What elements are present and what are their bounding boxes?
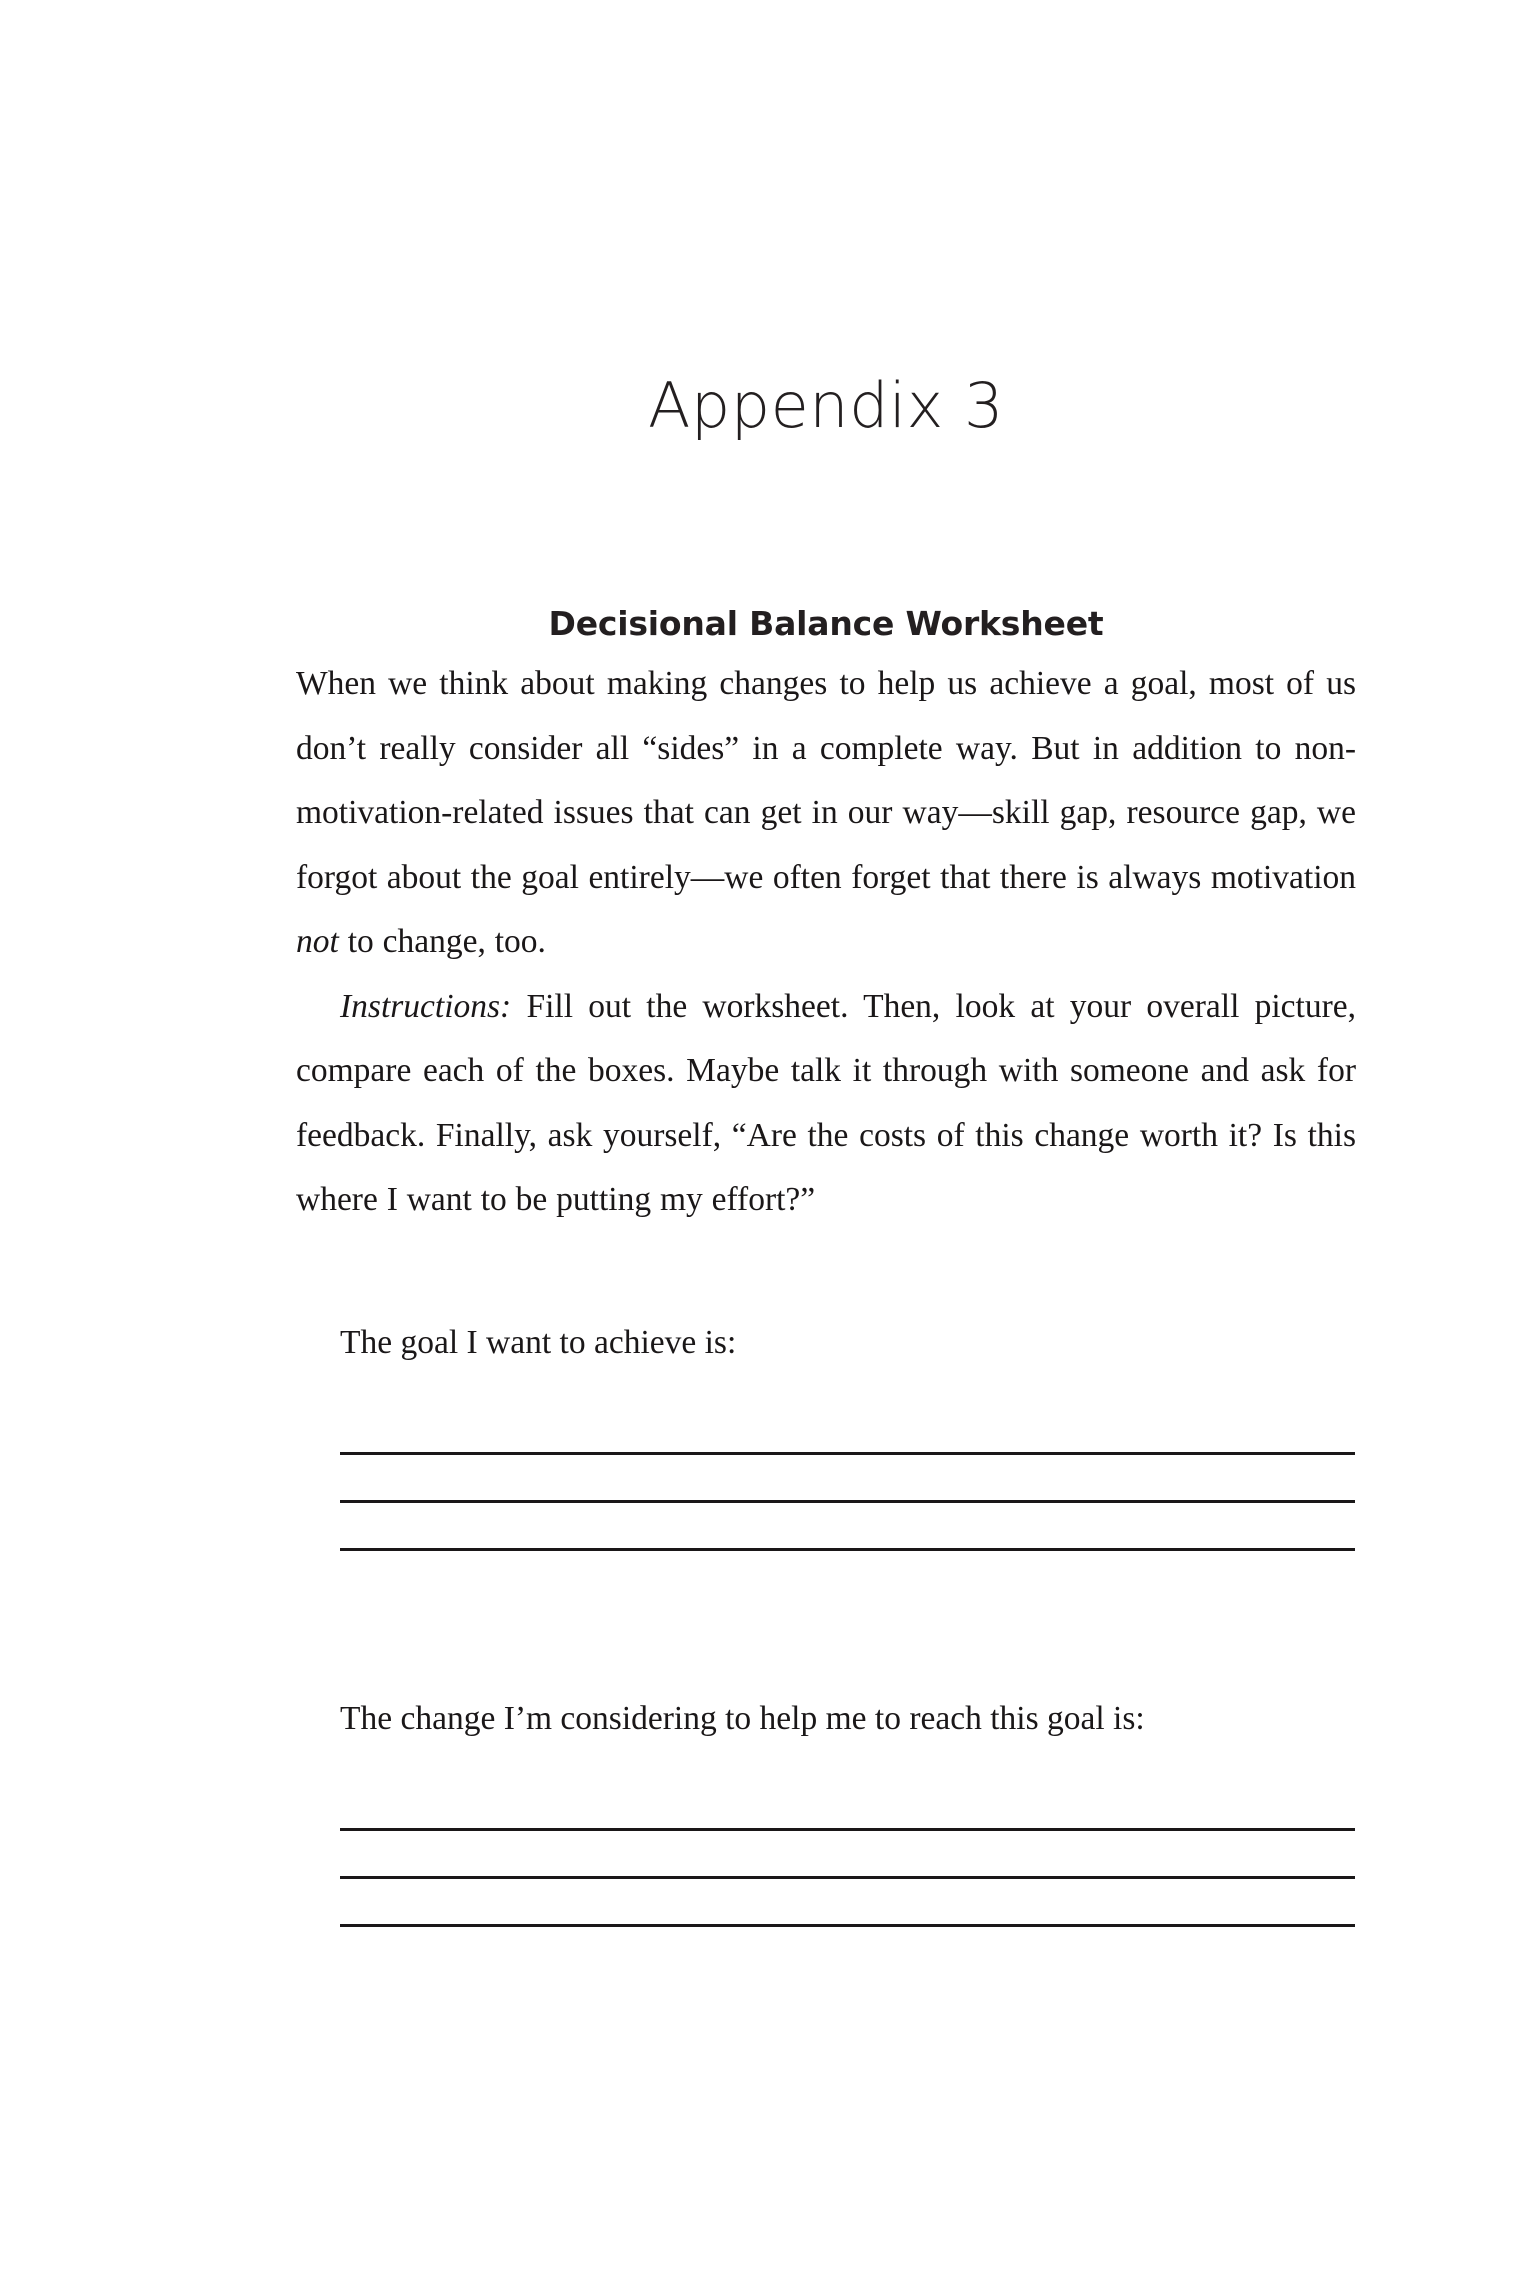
worksheet-section-change [296, 1696, 1356, 1933]
worksheet-subtitle: Decisional Balance Worksheet [548, 604, 1104, 644]
instructions-paragraph [296, 975, 1356, 1233]
write-in-line[interactable] [340, 1789, 1355, 1837]
write-in-line[interactable] [340, 1837, 1355, 1885]
change-prompt-label: The change I’m considering to help me to reach this goal is: [340, 1700, 1145, 1737]
worksheet-section-goal [296, 1320, 1356, 1557]
change-answer-lines [296, 1789, 1356, 1933]
intro-paragraph-part-1: When we think about making changes to help us achieve a goal, most of us don’t really consider all “sides” in a complete way. But in addition to non-motivation-related issues that can get in our way—skill gap, resource gap, we forgot about the goal entirely—we often forget that there is always motivation [296, 665, 1356, 896]
write-in-line[interactable] [340, 1413, 1355, 1461]
instructions-label: Instructions: [340, 987, 512, 1025]
goal-prompt-label: The goal I want to achieve is: [340, 1324, 737, 1361]
page-content [296, 0, 1356, 2280]
worksheet-fields [296, 1320, 1356, 1933]
write-in-line[interactable] [340, 1461, 1355, 1509]
goal-answer-lines [296, 1413, 1356, 1557]
page-title: Appendix 3 [648, 368, 1004, 442]
intro-paragraph-part-2: to change, too. [338, 923, 546, 960]
change-prompt-spacer [296, 1742, 1356, 1789]
goal-prompt-spacer [296, 1366, 1356, 1413]
write-in-line[interactable] [340, 1509, 1355, 1557]
write-in-line[interactable] [340, 1885, 1355, 1933]
worksheet-section-spacer [296, 1557, 1356, 1696]
intro-paragraph [296, 652, 1356, 975]
instructions-text: Fill out the worksheet. Then, look at your overall picture, compare each of the boxes. Maybe talk it through with someone and ask for feedback. Finally, ask yourself, “Are the costs of this change worth it? Is this where I want to be putting my effort?” [296, 987, 1356, 1218]
body-text-block [296, 652, 1356, 1233]
intro-paragraph-emphasis: not [296, 923, 339, 960]
